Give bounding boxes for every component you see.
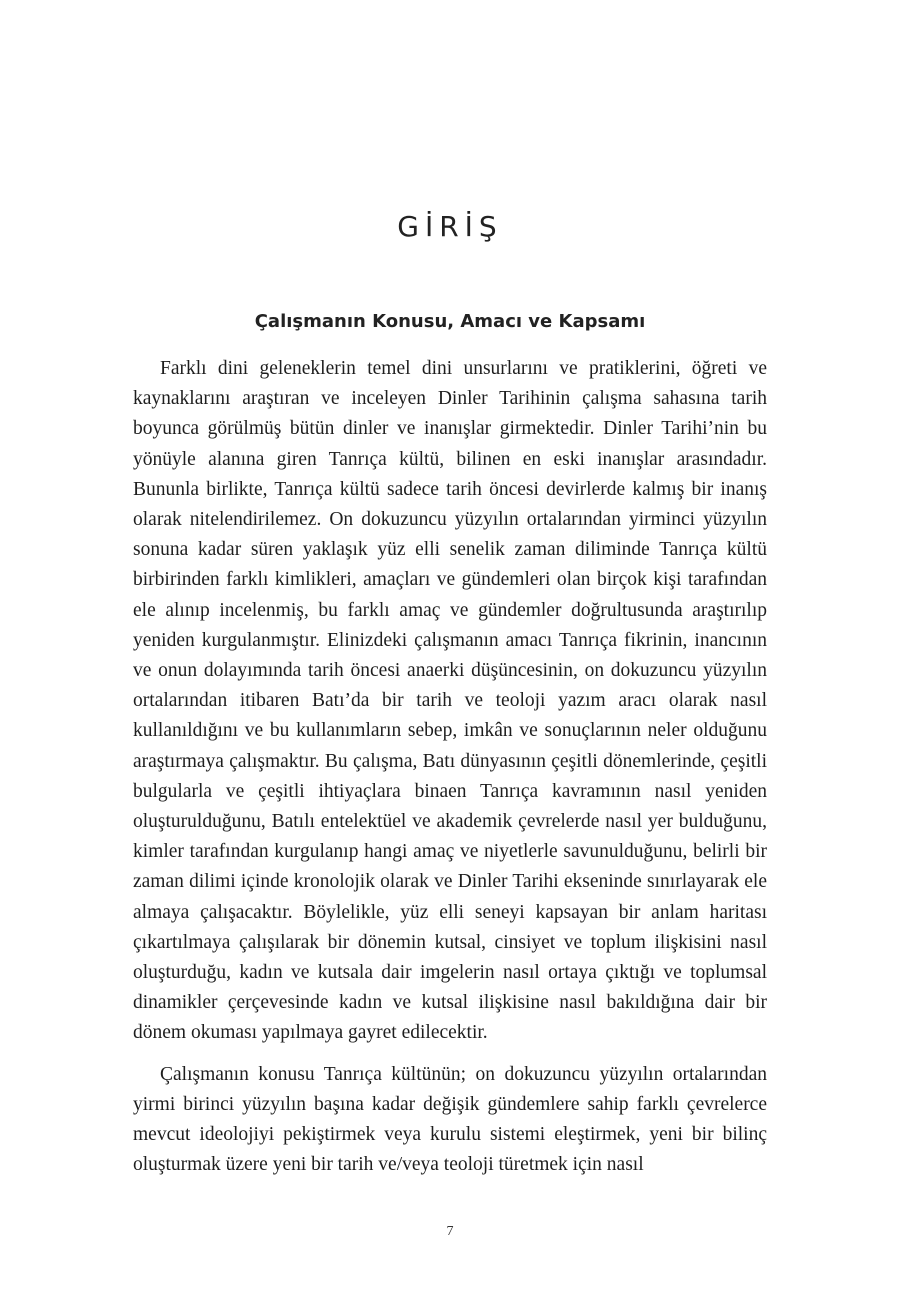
paragraph-1: Farklı dini geleneklerin temel dini unsurlarını ve pratiklerini, öğreti ve kaynaklarını araştıran ve inceleyen Dinler Tarihinin çalışma sahasına tarih boyunca görülmüş bütün dinler ve inanışlar girmektedir. Dinler Tarihi’nin bu yönüyle alanına giren Tanrıça kültü, bilinen en eski inanışlar arasındadır. Bununla birlikte, Tanrıça kültü sadece tarih öncesi devirlerde kalmış bir inanış olarak nitelendirilemez. On dokuzuncu yüzyılın ortalarından yirminci yüzyılın sonuna kadar süren yaklaşık yüz elli senelik zaman diliminde Tanrıça kültü birbirinden farklı kimlikleri, amaçları ve gündemleri olan birçok kişi tarafından ele alınıp incelenmiş, bu farklı amaç ve gündemler doğrultusunda araştırılıp yeniden kurgulanmıştır. Elinizdeki çalışmanın amacı Tanrıça fikrinin, inancının ve onun dolayımında tarih öncesi anaerki düşüncesinin, on dokuzuncu yüzyılın ortalarından itibaren Batı’da bir tarih ve teoloji yazım aracı olarak nasıl kullanıldığını ve bu kullanımların sebep, imkân ve sonuçlarının neler olduğunu araştırmaya çalışmaktır. Bu çalışma, Batı dünyasının çeşitli dönemlerinde, çeşitli bulgularla ve çeşitli ihtiyaçlara binaen Tanrıça kavramının nasıl yeniden oluşturulduğunu, Batılı entelektüel ve akademik çevrelerde nasıl yer bulduğunu, kimler tarafından kurgulanıp hangi amaç ve niyetlerle savunulduğunu, belirli bir zaman dilimi içinde kronolojik olarak ve Dinler Tarihi ekseninde sınırlayarak ele almaya çalışacaktır. Böylelikle, yüz elli seneyi kapsayan bir anlam haritası çıkartılmaya çalışılarak bir dönemin kutsal, cinsiyet ve toplum ilişkisini nasıl oluşturduğu, kadın ve kutsala dair imgelerin nasıl ortaya çıktığı ve toplumsal dinamikler çerçevesinde kadın ve kutsal ilişkisine nasıl bakıldığına dair bir dönem okuması yapılmaya gayret edilecektir. — [133, 358, 767, 1044]
section-heading: Çalışmanın Konusu, Amacı ve Kapsamı — [254, 311, 646, 332]
paragraph-2: Çalışmanın konusu Tanrıça kültünün; on dokuzuncu yüzyılın ortalarından yirmi birinci yüzyılın başına kadar değişik gündemlere sahip farklı çevrelerce mevcut ideolojiyi pekiştirmek veya kurulu sistemi eleştirmek, yeni bir bilinç oluşturmak üzere yeni bir tarih ve/veya teoloji türetmek için nasıl — [133, 1063, 767, 1176]
chapter-title: GİRİŞ — [397, 210, 503, 243]
body-text — [133, 354, 767, 1191]
page-number: 7 — [446, 1224, 454, 1239]
